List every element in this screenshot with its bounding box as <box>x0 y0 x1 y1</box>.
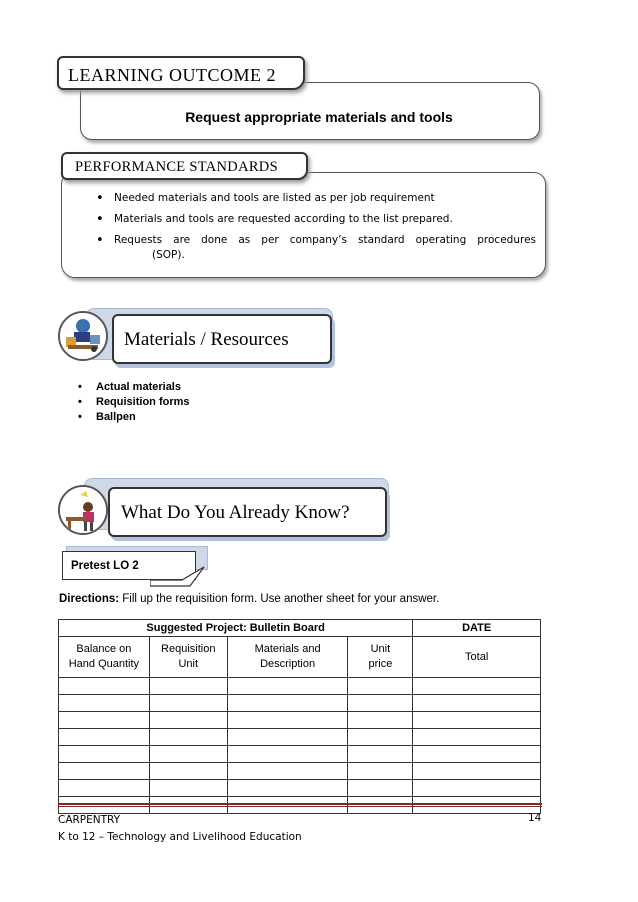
know-title: What Do You Already Know? <box>108 487 387 537</box>
table-row <box>59 729 541 746</box>
table-row <box>59 712 541 729</box>
table-row <box>59 746 541 763</box>
table-row <box>59 797 541 814</box>
materials-title: Materials / Resources <box>112 314 332 364</box>
list-item-continuation: (SOP). <box>152 249 185 261</box>
list-item: • Materials and tools are requested according to the list prepared. <box>96 212 536 233</box>
footer-divider <box>58 803 542 805</box>
list-item: • Actual materials <box>78 380 190 395</box>
student-illustration-icon <box>58 485 108 535</box>
table-row <box>59 763 541 780</box>
table-row <box>59 678 541 695</box>
column-header: Requisition Unit <box>149 637 227 678</box>
table-row <box>59 620 541 637</box>
footer-divider-thin <box>58 806 542 807</box>
performance-standards-title: PERFORMANCE STANDARDS <box>61 152 308 180</box>
requisition-form-table <box>58 619 541 814</box>
pretest-curl-icon <box>150 563 210 587</box>
performance-standards-list <box>96 191 536 262</box>
project-header-cell: Suggested Project: Bulletin Board <box>59 620 413 637</box>
directions-text <box>59 593 439 605</box>
learning-outcome-title: LEARNING OUTCOME 2 <box>57 56 305 90</box>
column-header: Unit price <box>348 637 413 678</box>
materials-illustration-icon <box>58 311 108 361</box>
directions-label: Directions: <box>59 593 120 605</box>
list-item: • Needed materials and tools are listed as per job requirement <box>96 191 536 212</box>
list-item: • Requests are done as per company’s standard operating procedures <box>96 233 536 248</box>
table-row <box>59 780 541 797</box>
pretest-label: Pretest LO 2 <box>62 551 196 580</box>
column-header: Materials and Description <box>227 637 348 678</box>
table-row <box>59 637 541 678</box>
directions-body: Fill up the requisition form. Use another sheet for your answer. <box>119 593 440 605</box>
learning-outcome-subtitle: Request appropriate materials and tools <box>185 109 453 125</box>
footer-subject: CARPENTRY <box>58 814 121 826</box>
list-item: • Ballpen <box>78 410 190 425</box>
column-header: Balance on Hand Quantity <box>59 637 150 678</box>
table-row <box>59 695 541 712</box>
date-header-cell: DATE <box>413 620 541 637</box>
footer-text <box>58 812 302 846</box>
materials-list <box>78 380 190 425</box>
column-header: Total <box>413 637 541 678</box>
list-item: • Requisition forms <box>78 395 190 410</box>
page-number: 14 <box>528 812 542 824</box>
footer-program: K to 12 – Technology and Livelihood Education <box>58 831 302 843</box>
